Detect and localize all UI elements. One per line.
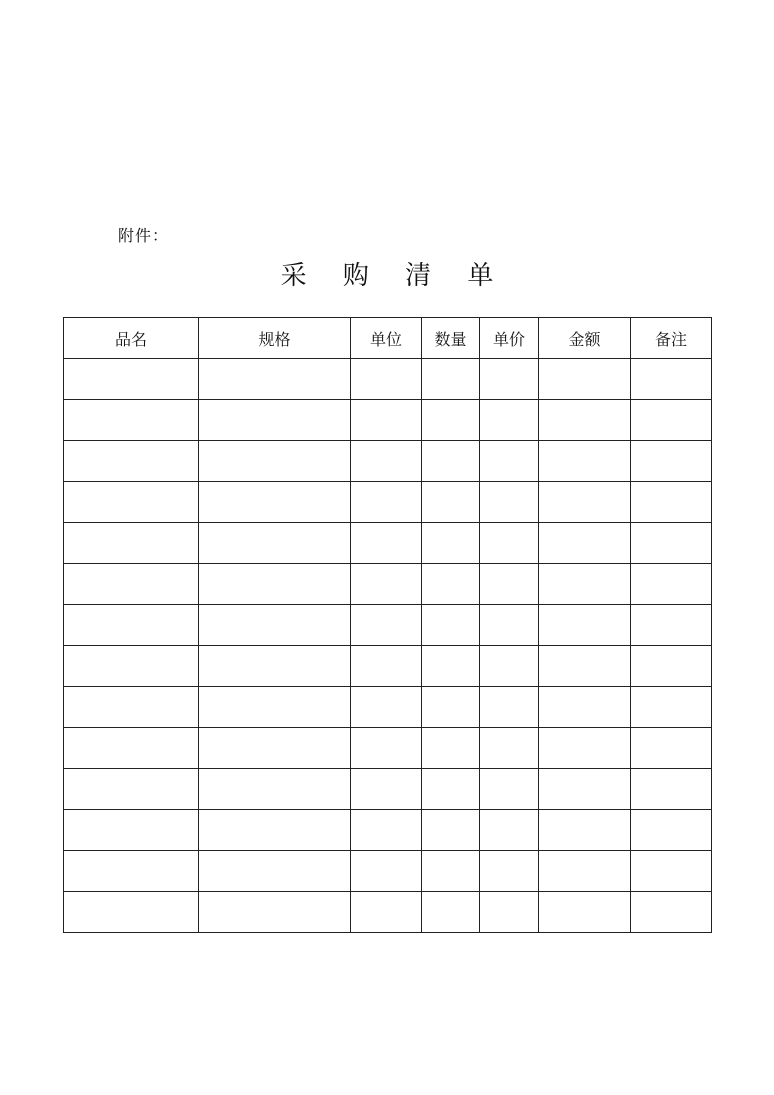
table-cell-quantity[interactable] [422, 769, 480, 810]
table-cell-item-name[interactable] [64, 728, 199, 769]
table-row [64, 810, 712, 851]
table-cell-quantity[interactable] [422, 359, 480, 400]
table-cell-item-name[interactable] [64, 687, 199, 728]
table-cell-amount[interactable] [539, 892, 631, 933]
table-cell-quantity[interactable] [422, 605, 480, 646]
table-cell-remarks[interactable] [631, 769, 712, 810]
table-cell-unit-price[interactable] [480, 482, 539, 523]
table-cell-unit-price[interactable] [480, 810, 539, 851]
table-cell-unit[interactable] [351, 687, 422, 728]
table-cell-specification[interactable] [199, 441, 351, 482]
table-cell-unit-price[interactable] [480, 523, 539, 564]
table-row [64, 523, 712, 564]
table-cell-quantity[interactable] [422, 441, 480, 482]
table-cell-amount[interactable] [539, 359, 631, 400]
table-cell-specification[interactable] [199, 400, 351, 441]
table-cell-unit-price[interactable] [480, 687, 539, 728]
column-header-unit-price: 单价 [480, 318, 539, 359]
table-cell-item-name[interactable] [64, 359, 199, 400]
table-cell-unit[interactable] [351, 400, 422, 441]
table-row [64, 769, 712, 810]
table-cell-remarks[interactable] [631, 646, 712, 687]
table-cell-item-name[interactable] [64, 400, 199, 441]
table-cell-unit-price[interactable] [480, 646, 539, 687]
table-cell-unit-price[interactable] [480, 400, 539, 441]
table-cell-quantity[interactable] [422, 687, 480, 728]
table-cell-item-name[interactable] [64, 646, 199, 687]
table-cell-amount[interactable] [539, 851, 631, 892]
table-cell-quantity[interactable] [422, 728, 480, 769]
table-cell-quantity[interactable] [422, 646, 480, 687]
table-cell-remarks[interactable] [631, 810, 712, 851]
column-header-specification: 规格 [199, 318, 351, 359]
table-row [64, 892, 712, 933]
table-cell-remarks[interactable] [631, 687, 712, 728]
table-cell-quantity[interactable] [422, 523, 480, 564]
table-header-row [64, 318, 712, 359]
table-cell-specification[interactable] [199, 646, 351, 687]
table-cell-unit[interactable] [351, 359, 422, 400]
table-cell-remarks[interactable] [631, 728, 712, 769]
table-cell-quantity[interactable] [422, 482, 480, 523]
table-cell-remarks[interactable] [631, 851, 712, 892]
table-cell-unit[interactable] [351, 769, 422, 810]
table-cell-specification[interactable] [199, 605, 351, 646]
table-cell-remarks[interactable] [631, 564, 712, 605]
table-cell-specification[interactable] [199, 769, 351, 810]
table-cell-unit-price[interactable] [480, 728, 539, 769]
table-row [64, 851, 712, 892]
table-cell-specification[interactable] [199, 728, 351, 769]
table-cell-specification[interactable] [199, 851, 351, 892]
table-row [64, 564, 712, 605]
table-cell-item-name[interactable] [64, 482, 199, 523]
table-row [64, 646, 712, 687]
table-cell-item-name[interactable] [64, 810, 199, 851]
table-cell-amount[interactable] [539, 769, 631, 810]
table-row [64, 687, 712, 728]
table-row [64, 441, 712, 482]
table-cell-unit-price[interactable] [480, 851, 539, 892]
table-cell-specification[interactable] [199, 687, 351, 728]
table-cell-remarks[interactable] [631, 523, 712, 564]
table-cell-quantity[interactable] [422, 892, 480, 933]
page-title: 采 购 清 单 [280, 261, 508, 291]
table-cell-item-name[interactable] [64, 523, 199, 564]
table-cell-remarks[interactable] [631, 892, 712, 933]
table-cell-remarks[interactable] [631, 441, 712, 482]
table-cell-unit[interactable] [351, 851, 422, 892]
table-cell-unit-price[interactable] [480, 892, 539, 933]
table-cell-unit[interactable] [351, 523, 422, 564]
table-cell-unit[interactable] [351, 441, 422, 482]
table-row [64, 728, 712, 769]
column-header-quantity: 数量 [422, 318, 480, 359]
table-cell-amount[interactable] [539, 728, 631, 769]
table-cell-specification[interactable] [199, 482, 351, 523]
table-cell-unit-price[interactable] [480, 605, 539, 646]
column-header-unit: 单位 [351, 318, 422, 359]
table-cell-quantity[interactable] [422, 851, 480, 892]
table-cell-unit[interactable] [351, 564, 422, 605]
table-row [64, 605, 712, 646]
table-cell-remarks[interactable] [631, 359, 712, 400]
table-cell-amount[interactable] [539, 523, 631, 564]
table-cell-amount[interactable] [539, 400, 631, 441]
table-cell-specification[interactable] [199, 564, 351, 605]
table-cell-unit[interactable] [351, 892, 422, 933]
table-cell-unit[interactable] [351, 605, 422, 646]
table-cell-item-name[interactable] [64, 605, 199, 646]
table-cell-amount[interactable] [539, 605, 631, 646]
table-cell-item-name[interactable] [64, 564, 199, 605]
table-cell-amount[interactable] [539, 810, 631, 851]
attachment-label: 附件： [118, 226, 170, 245]
table-cell-unit[interactable] [351, 728, 422, 769]
table-cell-specification[interactable] [199, 892, 351, 933]
table-cell-unit[interactable] [351, 810, 422, 851]
table-cell-amount[interactable] [539, 482, 631, 523]
table-row [64, 400, 712, 441]
table-cell-specification[interactable] [199, 359, 351, 400]
table-cell-amount[interactable] [539, 441, 631, 482]
table-row [64, 482, 712, 523]
table-cell-specification[interactable] [199, 810, 351, 851]
table-cell-item-name[interactable] [64, 851, 199, 892]
purchase-list-table [63, 317, 712, 933]
table-cell-quantity[interactable] [422, 810, 480, 851]
table-cell-specification[interactable] [199, 523, 351, 564]
column-header-item-name: 品名 [64, 318, 199, 359]
table-cell-item-name[interactable] [64, 441, 199, 482]
table-cell-unit[interactable] [351, 646, 422, 687]
table-cell-remarks[interactable] [631, 482, 712, 523]
table-cell-unit-price[interactable] [480, 359, 539, 400]
table-cell-amount[interactable] [539, 646, 631, 687]
table-cell-unit[interactable] [351, 482, 422, 523]
column-header-remarks: 备注 [631, 318, 712, 359]
table-body [64, 359, 712, 933]
table-cell-unit-price[interactable] [480, 564, 539, 605]
column-header-amount: 金额 [539, 318, 631, 359]
table-cell-remarks[interactable] [631, 605, 712, 646]
table-cell-item-name[interactable] [64, 892, 199, 933]
table-cell-quantity[interactable] [422, 400, 480, 441]
table-cell-unit-price[interactable] [480, 441, 539, 482]
table-row [64, 359, 712, 400]
table-cell-amount[interactable] [539, 687, 631, 728]
table-cell-quantity[interactable] [422, 564, 480, 605]
table-cell-item-name[interactable] [64, 769, 199, 810]
table-cell-amount[interactable] [539, 564, 631, 605]
table-cell-unit-price[interactable] [480, 769, 539, 810]
table-cell-remarks[interactable] [631, 400, 712, 441]
